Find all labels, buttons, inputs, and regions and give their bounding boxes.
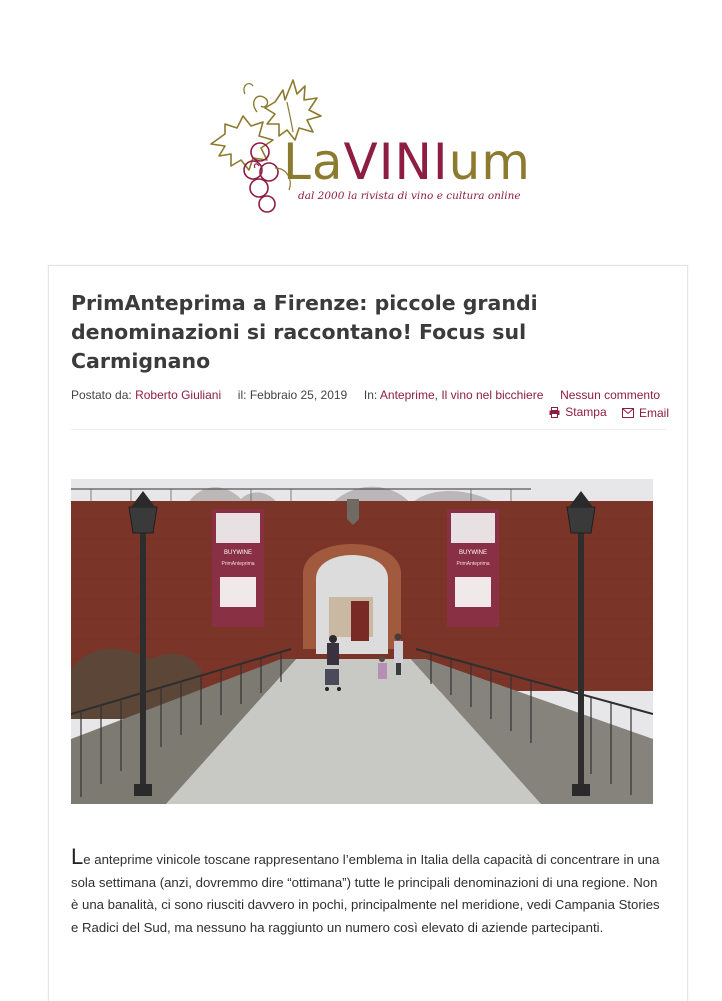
article-body-paragraph bbox=[71, 846, 661, 939]
logo-tagline: dal 2000 la rivista di vino e cultura online bbox=[298, 190, 521, 202]
article-body-text: e anteprime vinicole toscane rappresentano l’emblema in Italia della capacità di concentrare in una sola settimana (anzi, dovremmo dire “ottimana”) tutte le principali denominazioni di una regione. Non è una banalità, ci sono riusciti davvero in pochi, principalmente nel meridione, vedi Campania Stories e Radici del Sud, ma nessuno ha raggiunto un numero così elevato di aziende partecipanti. bbox=[71, 852, 660, 935]
site-logo[interactable] bbox=[205, 72, 535, 232]
article-photo bbox=[71, 479, 653, 804]
dropcap-letter: L bbox=[71, 844, 84, 869]
banner-left-line1: BUYWINE bbox=[223, 550, 253, 556]
envelope-icon bbox=[622, 408, 634, 418]
article-meta bbox=[71, 388, 671, 402]
print-icon bbox=[549, 407, 560, 418]
article-title: PrimAnteprima a Firenze: piccole grandi denominazioni si raccontano! Focus sul Carmignano bbox=[71, 291, 538, 373]
date-label: il: bbox=[237, 388, 247, 402]
category-link-anteprime[interactable]: Anteprime bbox=[379, 388, 435, 402]
banner-right-line2: PrimAnteprima bbox=[456, 561, 490, 567]
print-label: Stampa bbox=[565, 405, 607, 419]
category-label: In: bbox=[363, 388, 378, 402]
post-date: Febbraio 25, 2019 bbox=[249, 388, 348, 402]
article-tools bbox=[537, 405, 669, 421]
print-button[interactable] bbox=[549, 405, 606, 419]
logo-word-um: um bbox=[448, 133, 532, 191]
author-link[interactable]: Roberto Giuliani bbox=[135, 388, 222, 402]
email-button[interactable] bbox=[622, 406, 669, 420]
logo-wordmark bbox=[283, 133, 532, 191]
site-header bbox=[0, 0, 722, 262]
comments-link[interactable]: Nessun commento bbox=[560, 388, 661, 402]
meta-divider bbox=[71, 429, 667, 430]
article-card bbox=[48, 265, 688, 1001]
logo-word-vini: VINI bbox=[343, 133, 449, 191]
banner-left-line2: PrimAnteprima bbox=[221, 561, 255, 567]
logo-word-la: La bbox=[283, 133, 344, 191]
email-label: Email bbox=[638, 405, 669, 420]
banner-right-line1: BUYWINE bbox=[458, 550, 488, 556]
posted-by-label: Postato da: bbox=[71, 388, 132, 402]
category-separator: , bbox=[434, 388, 438, 402]
category-link-vino-nel-bicchiere[interactable]: Il vino nel bicchiere bbox=[441, 388, 544, 402]
